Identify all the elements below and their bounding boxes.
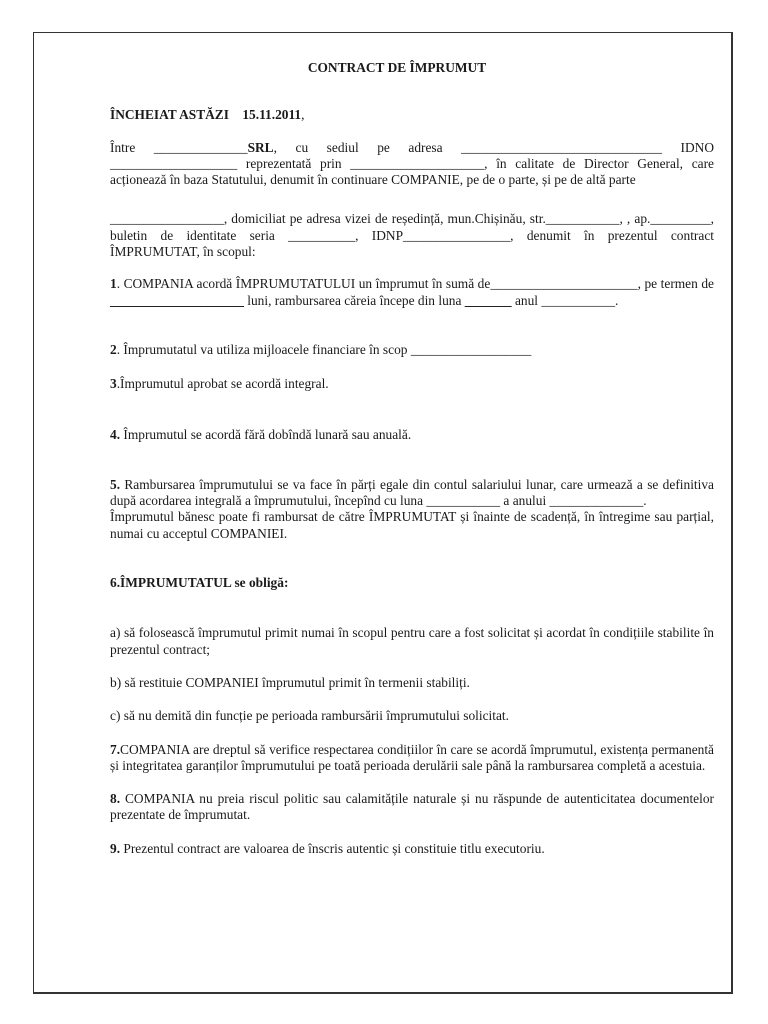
clause-9 — [110, 841, 714, 857]
document-title: CONTRACT DE ÎMPRUMUT — [307, 60, 487, 75]
clause-6-c: c) să nu demită din funcție pe perioada rambursării împrumutului solicitat. — [110, 708, 509, 724]
document-page — [110, 60, 714, 857]
clause-9-number: 9. — [110, 840, 121, 856]
clause-4 — [110, 427, 714, 443]
clause-1 — [110, 276, 714, 309]
clause-8-text: COMPANIA nu preia riscul politic sau calamitățile naturale și nu răspunde de autenticitatea documentelor prezentate de împrumutat. — [110, 791, 714, 823]
clause-8-number: 8. — [110, 791, 121, 807]
clause-5-text: Rambursarea împrumutului se va face în părți egale din contul salariului lunar, care urmează a se definitiva după acordarea integrală a împrumutului, începînd cu luna ___________ a anului ______________. — [110, 476, 714, 509]
clause-6-heading-text: 6.ÎMPRUMUTATUL se obligă: — [110, 575, 289, 591]
clause-7-text: COMPANIA are dreptul să verifice respectarea condițiilor în care se acordă împrumutul, existența permanentă și integritatea garanților împrumutului pe toată perioada derulării sale până la rambursarea completă a acestuia. — [110, 741, 714, 773]
clause-2-text: . Împrumutatul va utiliza mijloacele financiare în scop __________________ — [116, 341, 532, 357]
clause-1-text-b: luni, rambursarea căreia începe din luna — [243, 292, 465, 308]
clause-5 — [110, 477, 714, 510]
clause-9-text: Prezentul contract are valoarea de înscris autentic și constituie titlu executoriu. — [120, 840, 545, 856]
clause-6-a: a) să folosească împrumutul primit numai în scopul pentru care a fost solicitat și acordat în condițiile stabilite în prezentul contract; — [110, 625, 714, 657]
clause-3-text: .Împrumutul aprobat se acordă integral. — [116, 376, 329, 392]
company-name-blank: Între ______________ — [110, 139, 248, 155]
borrower-party-paragraph: _________________, domiciliat pe adresa vizei de reședință, mun.Chișinău, str.___________, , ap._________, buletin de identitate seria __________, IDNP________________, denumit în prezentul contract ÎMPRUMUTAT, în scopul: — [110, 211, 714, 260]
clause-7 — [110, 742, 714, 775]
date-line: ÎNCHEIAT ASTĂZI 15.11.2011, — [110, 107, 305, 123]
company-party-paragraph — [110, 140, 714, 189]
clause-1-text-c: anul ___________. — [511, 292, 619, 308]
clause-5-continuation: Împrumutul bănesc poate fi rambursat de către ÎMPRUMUTAT și înainte de scadență, în întregime sau parțial, numai cu acceptul COMPANIEI. — [110, 509, 714, 541]
company-srl: SRL — [247, 139, 274, 155]
company-party-text: , cu sediul pe adresa ______________________________ IDNO ___________________ reprezentată prin ____________________, în calitate de Director General, care acționează în baza Statutului, denumit în continuare COMPANIE, pe de o parte, și pe de altă parte — [110, 139, 714, 188]
clause-3 — [110, 376, 714, 392]
clause-6-heading — [110, 575, 714, 591]
clause-4-text: Împrumutul se acordă fără dobîndă lunară sau anuală. — [120, 426, 412, 442]
clause-7-number: 7. — [110, 741, 121, 757]
month-blank: _______ — [464, 292, 512, 308]
clause-1-text: . COMPANIA acordă ÎMPRUMUTATULUI un împrumut în sumă de______________________, pe termen de — [116, 276, 714, 292]
clause-2-number: 2 — [110, 341, 117, 357]
clause-5-number: 5. — [110, 476, 121, 492]
date-value: 15.11.2011 — [242, 107, 302, 123]
clause-1-number: 1 — [110, 276, 117, 292]
clause-2 — [110, 342, 714, 358]
clause-4-number: 4. — [110, 426, 121, 442]
clause-8 — [110, 791, 714, 824]
term-blank: ____________________ — [110, 292, 244, 308]
clause-3-number: 3 — [110, 376, 117, 392]
clause-6-b: b) să restituie COMPANIEI împrumutul primit în termenii stabiliți. — [110, 674, 470, 690]
date-label: ÎNCHEIAT ASTĂZI — [110, 107, 229, 123]
